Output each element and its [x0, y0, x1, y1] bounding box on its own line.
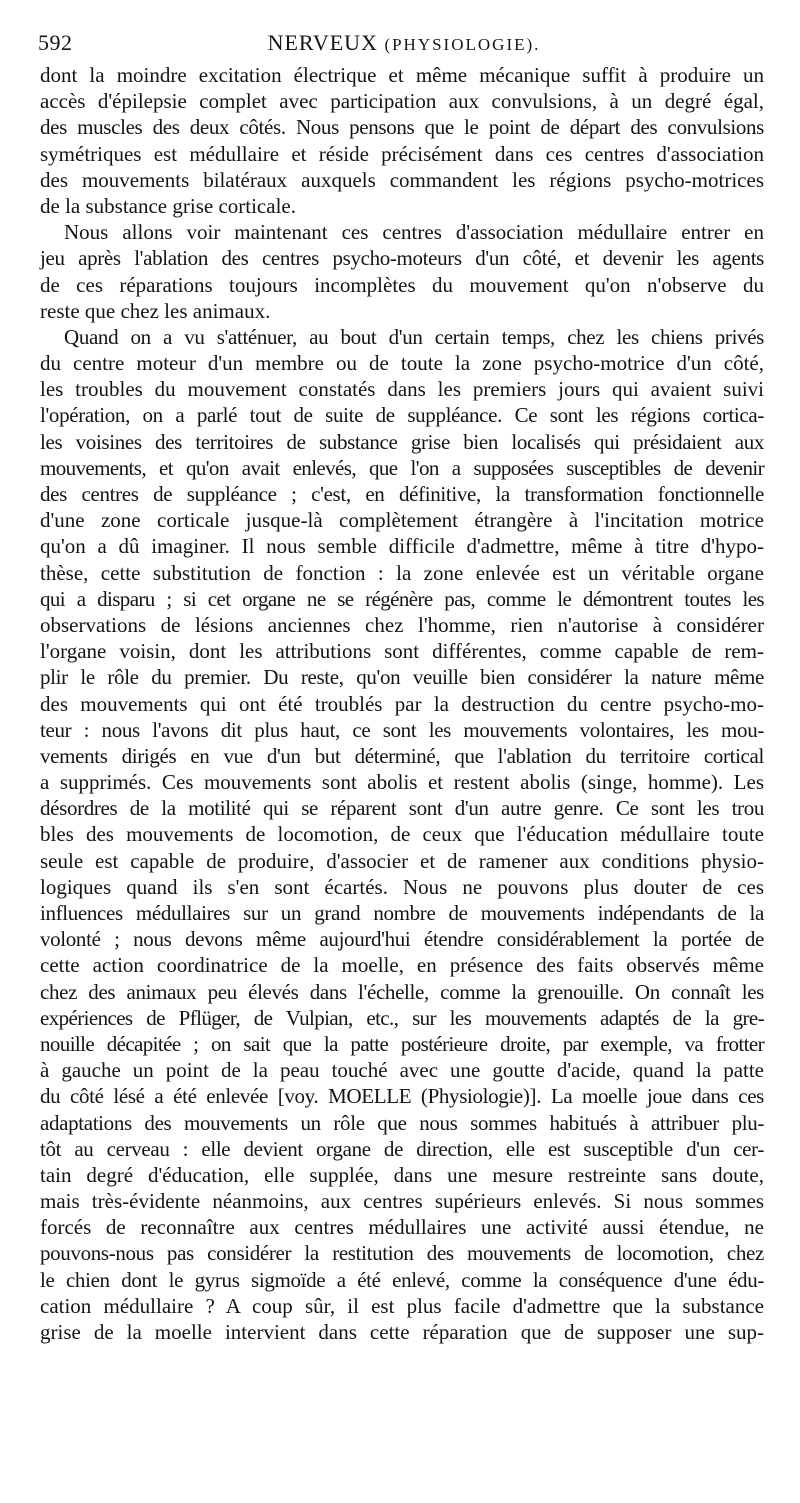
- text-line: tain degré d'éducation, elle supplée, dans une mesure restreinte sans doute,: [40, 1162, 764, 1187]
- text-line: le chien dont le gyrus sigmoïde a été enlevé, comme la conséquence d'une édu-: [40, 1267, 764, 1292]
- text-line: l'organe voisin, dont les attributions sont différentes, comme capable de rem-: [40, 639, 764, 664]
- text-line: vements dirigés en vue d'un but déterminé, que l'ablation du territoire cortical: [40, 743, 764, 768]
- page-number: 592: [38, 30, 73, 55]
- text-line: des muscles des deux côtés. Nous pensons que le point de départ des convulsions: [40, 115, 764, 140]
- text-line: reste que chez les animaux.: [40, 298, 271, 323]
- text-line: dont la moindre excitation électrique et même mécanique suffit à produire un: [40, 63, 764, 87]
- text-line: les voisines des territoires de substance grise bien localisés qui présidaient aux: [40, 429, 764, 454]
- text-line: chez des animaux peu élevés dans l'échelle, comme la grenouille. On connaît les: [40, 979, 764, 1004]
- text-line: tôt au cerveau : elle devient organe de direction, elle est susceptible d'un cer-: [40, 1136, 764, 1161]
- body-text: [40, 62, 764, 1345]
- text-line: l'opération, on a parlé tout de suite de suppléance. Ce sont les régions cortica-: [40, 403, 764, 428]
- text-line: Quand on a vu s'atténuer, au bout d'un certain temps, chez les chiens privés: [64, 324, 764, 349]
- text-line: pouvons-nous pas considérer la restitution des mouvements de locomotion, chez: [40, 1241, 764, 1266]
- text-line: volonté ; nous devons même aujourd'hui étendre considérablement la portée de: [40, 927, 764, 952]
- running-title-subtitle: (PHYSIOLOGIE).: [384, 35, 541, 54]
- text-line: logiques quand ils s'en sont écartés. Nous ne pouvons plus douter de ces: [40, 874, 764, 899]
- text-line: influences médullaires sur un grand nombre de mouvements indépendants de la: [40, 901, 764, 925]
- text-line: désordres de la motilité qui se réparent sont d'un autre genre. Ce sont les trou: [40, 796, 764, 821]
- text-line: adaptations des mouvements un rôle que nous sommes habitués à attribuer plu-: [40, 1110, 764, 1135]
- text-line: grise de la moelle intervient dans cette réparation que de supposer une sup-: [40, 1320, 764, 1344]
- text-line: du centre moteur d'un membre ou de toute la zone psycho-motrice d'un côté,: [40, 351, 764, 376]
- text-line: nouille décapitée ; on sait que la patte postérieure droite, par exemple, va frotter: [40, 1031, 764, 1056]
- running-header: [38, 28, 770, 64]
- text-line: mais très-évidente néanmoins, aux centres supérieurs enlevés. Si nous sommes: [40, 1189, 764, 1214]
- text-line: symétriques est médullaire et réside précisément dans ces centres d'association: [40, 141, 764, 166]
- running-title-main: NERVEUX: [267, 30, 378, 55]
- text-line: mouvements, et qu'on avait enlevés, que l'on a supposées susceptibles de devenir: [40, 455, 764, 480]
- text-line: à gauche un point de la peau touché avec une goutte d'acide, quand la patte: [40, 1058, 764, 1083]
- text-line: des centres de suppléance ; c'est, en définitive, la transformation fonctionnelle: [40, 482, 764, 506]
- text-line: plir le rôle du premier. Du reste, qu'on veuille bien considérer la nature même: [40, 665, 764, 690]
- text-line: a supprimés. Ces mouvements sont abolis et restent abolis (singe, homme). Les: [40, 770, 764, 795]
- text-line: Nous allons voir maintenant ces centres d'association médullaire entrer en: [64, 220, 764, 245]
- text-line: accès d'épilepsie complet avec participation aux convulsions, à un degré égal,: [40, 89, 764, 114]
- running-title: [38, 30, 770, 56]
- text-line: du côté lésé a été enlevée [voy. MOELLE (Physiologie)]. La moelle joue dans ces: [40, 1084, 764, 1109]
- text-line: les troubles du mouvement constatés dans les premiers jours qui avaient suivi: [40, 377, 764, 402]
- text-line: observations de lésions anciennes chez l'homme, rien n'autorise à considérer: [40, 612, 764, 637]
- text-line: des mouvements bilatéraux auxquels commandent les régions psycho-motrices: [40, 167, 764, 192]
- text-line: qu'on a dû imaginer. Il nous semble difficile d'admettre, même à titre d'hypo-: [40, 534, 764, 559]
- text-line: de la substance grise corticale.: [40, 193, 296, 218]
- text-line: cation médullaire ? A coup sûr, il est plus facile d'admettre que la substance: [40, 1293, 764, 1318]
- text-line: thèse, cette substitution de fonction : la zone enlevée est un véritable organe: [40, 560, 764, 585]
- text-line: qui a disparu ; si cet organe ne se régénère pas, comme le démontrent toutes les: [40, 586, 764, 611]
- text-line: d'une zone corticale jusque-là complètement étrangère à l'incitation motrice: [40, 508, 764, 533]
- text-line: forcés de reconnaître aux centres médullaires une activité aussi étendue, ne: [40, 1215, 764, 1240]
- text-line: jeu après l'ablation des centres psycho-moteurs d'un côté, et devenir les agents: [40, 246, 764, 271]
- text-line: bles des mouvements de locomotion, de ceux que l'éducation médullaire toute: [40, 822, 764, 847]
- text-line: des mouvements qui ont été troublés par la destruction du centre psycho-mo-: [40, 691, 764, 716]
- text-line: cette action coordinatrice de la moelle, en présence des faits observés même: [40, 953, 764, 978]
- text-line: seule est capable de produire, d'associer et de ramener aux conditions physio-: [40, 848, 764, 873]
- text-line: expériences de Pflüger, de Vulpian, etc., sur les mouvements adaptés de la gre-: [40, 1005, 764, 1030]
- text-line: teur : nous l'avons dit plus haut, ce sont les mouvements volontaires, les mou-: [40, 717, 764, 742]
- text-line: de ces réparations toujours incomplètes du mouvement qu'on n'observe du: [40, 272, 764, 297]
